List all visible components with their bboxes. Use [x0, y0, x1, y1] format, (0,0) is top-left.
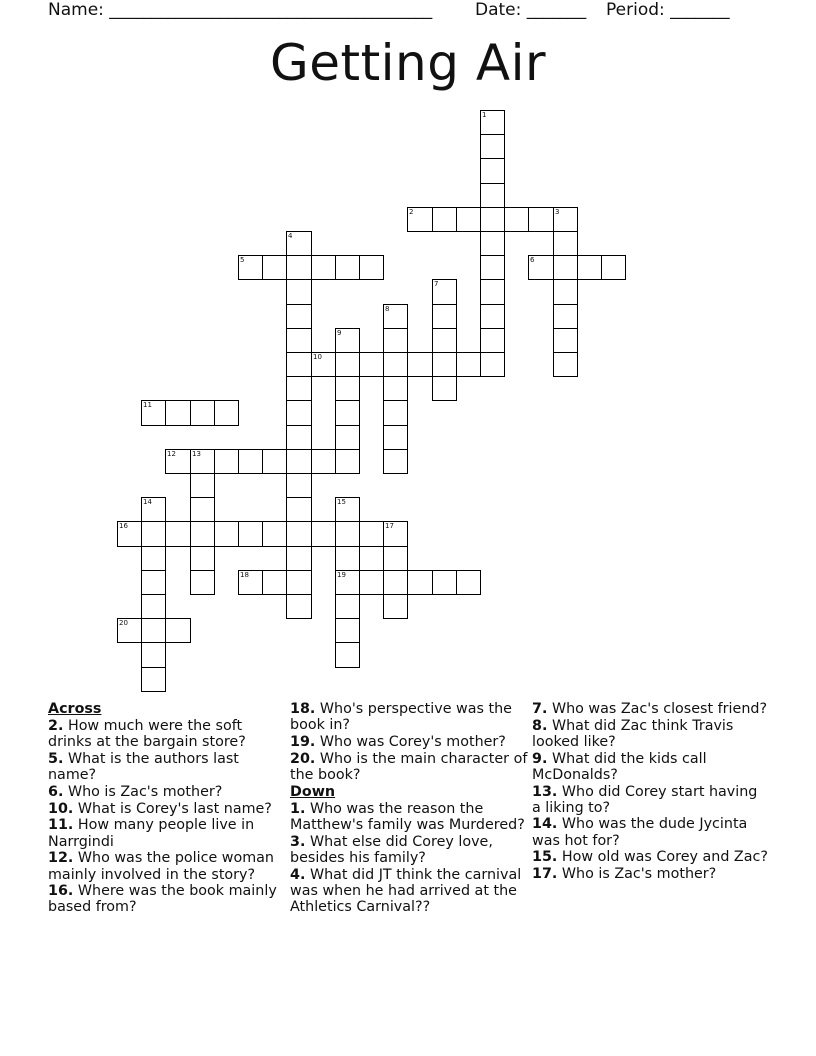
grid-cell[interactable] — [480, 352, 505, 377]
clue-across-2: 2. How much were the soft drinks at the bargain store? — [48, 718, 246, 751]
grid-cell[interactable] — [286, 231, 312, 256]
clue-across-18: 18. Who's perspective was the book in? — [290, 701, 512, 734]
grid-cell[interactable] — [286, 546, 312, 571]
grid-cell[interactable] — [480, 183, 505, 208]
grid-cell[interactable] — [286, 497, 312, 522]
grid-cell[interactable] — [407, 570, 433, 595]
grid-cell[interactable] — [383, 449, 408, 474]
grid-cell[interactable] — [286, 400, 312, 426]
grid-cell[interactable] — [141, 521, 166, 547]
grid-cell[interactable] — [359, 352, 384, 377]
grid-cell[interactable] — [553, 304, 578, 329]
grid-cell[interactable] — [432, 376, 457, 401]
clue-number: 13 — [192, 450, 201, 458]
grid-cell[interactable] — [238, 255, 263, 280]
grid-cell[interactable] — [383, 352, 408, 377]
clue-number: 1 — [482, 111, 487, 119]
clue-number: 16 — [119, 522, 128, 530]
grid-cell[interactable] — [407, 352, 433, 377]
grid-cell[interactable] — [262, 521, 287, 547]
grid-cell[interactable] — [456, 570, 481, 595]
grid-cell[interactable] — [528, 255, 554, 280]
clue-number: 12 — [167, 450, 176, 458]
grid-cell[interactable] — [262, 449, 287, 474]
grid-cell[interactable] — [335, 449, 360, 474]
clue-number: 7 — [434, 280, 439, 288]
grid-cell[interactable] — [553, 255, 578, 280]
grid-cell[interactable] — [335, 546, 360, 571]
grid-cell[interactable] — [359, 570, 384, 595]
grid-cell[interactable] — [383, 521, 408, 547]
grid-cell[interactable] — [286, 425, 312, 450]
name-field[interactable]: Name: ______________________________________ — [48, 0, 433, 20]
clue-column-3 — [532, 701, 768, 883]
grid-cell[interactable] — [238, 570, 263, 595]
grid-cell[interactable] — [432, 304, 457, 329]
clue-across-6: 6. Who is Zac's mother? — [48, 784, 223, 801]
grid-cell[interactable] — [577, 255, 602, 280]
clue-across-11: 11. How many people live in Narrgindi — [48, 817, 255, 850]
grid-cell[interactable] — [190, 521, 215, 547]
grid-cell[interactable] — [553, 352, 578, 377]
grid-cell[interactable] — [383, 400, 408, 426]
grid-cell[interactable] — [141, 546, 166, 571]
grid-cell[interactable] — [335, 425, 360, 450]
grid-cell[interactable] — [456, 352, 481, 377]
grid-cell[interactable] — [432, 279, 457, 305]
grid-cell[interactable] — [141, 642, 166, 668]
grid-cell[interactable] — [335, 400, 360, 426]
grid-cell[interactable] — [214, 521, 239, 547]
grid-cell[interactable] — [335, 594, 360, 619]
grid-cell[interactable] — [480, 207, 505, 232]
grid-cell[interactable] — [190, 497, 215, 522]
grid-cell[interactable] — [286, 328, 312, 353]
clue-number: 19 — [337, 571, 346, 579]
grid-cell[interactable] — [553, 328, 578, 353]
clue-down-1: 1. Who was the reason the Matthew's family was Murdered? — [290, 800, 525, 833]
grid-cell[interactable] — [553, 231, 578, 256]
grid-cell[interactable] — [432, 207, 457, 232]
grid-cell[interactable] — [165, 400, 191, 426]
clue-down-4: 4. What did JT think the carnival was when he had arrived at the Athletics Carnival?? — [290, 866, 522, 915]
clue-down-8: 8. What did Zac think Travis looked like? — [532, 717, 734, 750]
grid-cell[interactable] — [141, 570, 166, 595]
across-heading: Across — [48, 701, 102, 717]
clue-number: 4 — [288, 232, 293, 240]
grid-cell[interactable] — [480, 134, 505, 159]
clue-down-14: 14. Who was the dude Jycinta was hot for? — [532, 816, 748, 849]
grid-cell[interactable] — [286, 449, 312, 474]
clue-down-17: 17. Who is Zac's mother? — [532, 866, 717, 883]
grid-cell[interactable] — [553, 279, 578, 305]
grid-cell[interactable] — [480, 231, 505, 256]
grid-cell[interactable] — [432, 352, 457, 377]
grid-cell[interactable] — [528, 207, 554, 232]
grid-cell[interactable] — [480, 110, 505, 135]
grid-cell[interactable] — [335, 376, 360, 401]
grid-cell[interactable] — [383, 328, 408, 353]
grid-cell[interactable] — [141, 497, 166, 522]
grid-cell[interactable] — [335, 352, 360, 377]
grid-cell[interactable] — [190, 473, 215, 498]
grid-cell[interactable] — [480, 328, 505, 353]
grid-cell[interactable] — [214, 449, 239, 474]
grid-cell[interactable] — [383, 594, 408, 619]
grid-cell[interactable] — [432, 570, 457, 595]
grid-cell[interactable] — [190, 400, 215, 426]
clue-number: 5 — [240, 256, 245, 264]
clue-down-13: 13. Who did Corey start having a liking to? — [532, 783, 758, 816]
grid-cell[interactable] — [311, 352, 336, 377]
grid-cell[interactable] — [311, 255, 336, 280]
grid-cell[interactable] — [286, 376, 312, 401]
clue-across-20: 20. Who is the main character of the book? — [290, 750, 528, 783]
grid-cell[interactable] — [117, 521, 142, 547]
clue-down-9: 9. What did the kids call McDonalds? — [532, 750, 707, 783]
clue-number: 2 — [409, 208, 414, 216]
clue-number: 3 — [555, 208, 560, 216]
clue-number: 18 — [240, 571, 249, 579]
clue-number: 9 — [337, 329, 342, 337]
grid-cell[interactable] — [383, 425, 408, 450]
clue-across-5: 5. What is the authors last name? — [48, 751, 239, 784]
page-title: Getting Air — [269, 34, 547, 92]
clue-column-1 — [48, 701, 284, 916]
grid-cell[interactable] — [359, 255, 384, 280]
date-field[interactable]: Date: _______ — [475, 0, 587, 20]
clue-number: 8 — [385, 305, 390, 313]
clue-number: 20 — [119, 619, 128, 627]
grid-cell[interactable] — [214, 400, 239, 426]
clue-number: 15 — [337, 498, 346, 506]
grid-cell[interactable] — [480, 158, 505, 184]
grid-cell[interactable] — [286, 473, 312, 498]
clue-down-7: 7. Who was Zac's closest friend? — [532, 701, 768, 717]
grid-cell[interactable] — [190, 546, 215, 571]
grid-cell[interactable] — [407, 207, 433, 232]
clue-number: 17 — [385, 522, 394, 530]
grid-cell[interactable] — [553, 207, 578, 232]
grid-cell[interactable] — [335, 521, 360, 547]
grid-cell[interactable] — [190, 449, 215, 474]
clue-down-3: 3. What else did Corey love, besides his family? — [290, 833, 493, 866]
clue-across-16: 16. Where was the book mainly based from? — [48, 883, 277, 916]
grid-cell[interactable] — [335, 497, 360, 522]
clue-number: 6 — [530, 256, 535, 264]
grid-cell[interactable] — [141, 594, 166, 619]
clue-across-12: 12. Who was the police woman mainly involved in the story? — [48, 850, 274, 883]
grid-cell[interactable] — [311, 449, 336, 474]
grid-cell[interactable] — [141, 618, 166, 643]
grid-cell[interactable] — [311, 521, 336, 547]
grid-cell[interactable] — [335, 255, 360, 280]
down-heading: Down — [290, 783, 336, 800]
grid-cell[interactable] — [286, 352, 312, 377]
grid-cell[interactable] — [286, 594, 312, 619]
grid-cell[interactable] — [335, 328, 360, 353]
grid-cell[interactable] — [238, 521, 263, 547]
grid-cell[interactable] — [456, 207, 481, 232]
grid-cell[interactable] — [601, 255, 626, 280]
clue-across-19: 19. Who was Corey's mother? — [290, 733, 506, 750]
grid-cell[interactable] — [504, 207, 529, 232]
clue-down-15: 15. How old was Corey and Zac? — [532, 849, 768, 866]
grid-cell[interactable] — [286, 255, 312, 280]
grid-cell[interactable] — [165, 618, 191, 643]
grid-cell[interactable] — [383, 546, 408, 571]
grid-cell[interactable] — [335, 570, 360, 595]
grid-cell[interactable] — [141, 667, 166, 692]
grid-cell[interactable] — [480, 279, 505, 305]
grid-cell[interactable] — [286, 521, 312, 547]
grid-cell[interactable] — [238, 449, 263, 474]
grid-cell[interactable] — [480, 304, 505, 329]
clue-number: 14 — [143, 498, 152, 506]
clue-column-2 — [290, 701, 530, 916]
grid-cell[interactable] — [190, 570, 215, 595]
grid-cell[interactable] — [262, 255, 287, 280]
grid-cell[interactable] — [262, 570, 287, 595]
grid-cell[interactable] — [286, 570, 312, 595]
grid-cell[interactable] — [117, 618, 142, 643]
grid-cell[interactable] — [383, 570, 408, 595]
grid-cell[interactable] — [359, 521, 384, 547]
grid-cell[interactable] — [141, 400, 166, 426]
grid-cell[interactable] — [165, 521, 191, 547]
grid-cell[interactable] — [165, 449, 191, 474]
clue-number: 11 — [143, 401, 152, 409]
clue-across-10: 10. What is Corey's last name? — [48, 800, 272, 817]
grid-cell[interactable] — [335, 618, 360, 643]
grid-cell[interactable] — [383, 376, 408, 401]
period-field[interactable]: Period: _______ — [606, 0, 730, 20]
grid-cell[interactable] — [432, 328, 457, 353]
grid-cell[interactable] — [480, 255, 505, 280]
grid-cell[interactable] — [335, 642, 360, 668]
grid-cell[interactable] — [383, 304, 408, 329]
grid-cell[interactable] — [286, 304, 312, 329]
clue-number: 10 — [313, 353, 322, 361]
grid-cell[interactable] — [286, 279, 312, 305]
